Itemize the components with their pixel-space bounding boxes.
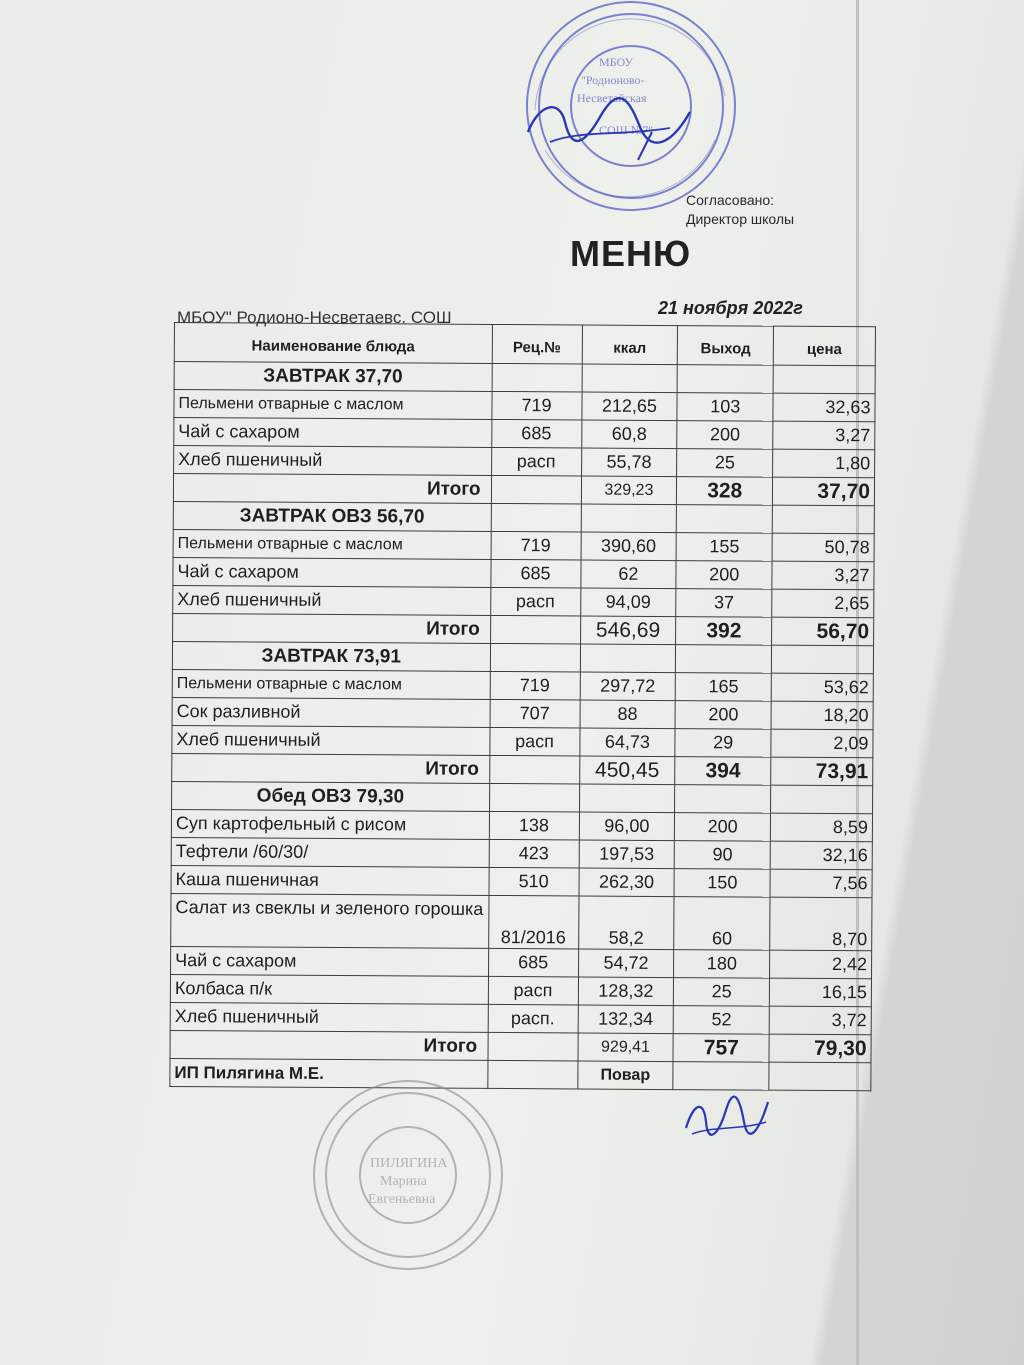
dish-yield: 200 [675,813,771,842]
dish-name: Чай с сахаром [171,946,489,976]
school-name: МБОУ" Родионо-Несветаевс. СОШ [177,308,452,327]
dish-yield: 90 [675,841,771,870]
empty-cell [675,785,771,814]
dish-yield: 25 [674,978,770,1007]
empty-cell [581,504,677,533]
dish-row [171,893,872,950]
dish-row [174,390,875,422]
dish-row [171,946,872,978]
empty-cell [676,645,772,674]
table-header-row [174,323,875,366]
empty-cell [771,785,873,814]
total-yield: 757 [673,1034,769,1063]
total-yield: 392 [676,617,772,646]
dish-row [174,446,875,478]
dish-name: Пельмени отварные с маслом [174,390,492,420]
dish-price: 3,27 [772,561,874,590]
approval-label: Согласовано: [686,192,775,208]
dish-kcal: 55,78 [581,448,677,477]
dish-row [172,669,873,701]
dish-yield: 60 [674,897,770,951]
dish-yield: 155 [676,533,772,562]
dish-row [172,725,873,757]
dish-price: 2,09 [771,729,873,758]
total-row [173,613,874,645]
dish-price: 8,59 [771,813,873,842]
empty-cell [488,1032,578,1061]
dish-name: Сок разливной [172,697,490,727]
dish-row [170,974,871,1006]
dish-recipe-number: расп [488,976,578,1005]
dish-kcal: 297,72 [580,672,676,701]
dish-yield: 103 [677,393,773,422]
cook-signature [682,1092,772,1142]
dish-name: Хлеб пшеничный [170,1002,488,1032]
dish-yield: 29 [675,729,771,758]
dish-price: 16,15 [770,978,872,1007]
dish-row [171,809,872,841]
menu-table [169,322,876,1091]
total-row [173,474,874,506]
supplier-name: ИП Пилягина М.Е. [170,1058,488,1088]
empty-cell [773,365,875,394]
dish-price: 32,63 [773,393,875,422]
dish-recipe-number: 719 [492,391,582,420]
dish-kcal: 54,72 [578,949,674,978]
dish-price: 8,70 [770,897,872,951]
total-price: 56,70 [772,617,874,646]
dish-name: Суп картофельный с рисом [171,809,489,839]
dish-row [173,557,874,589]
header-kcal: ккал [582,325,678,365]
cook-label: Повар [577,1061,673,1090]
dish-name: Хлеб пшеничный [174,446,492,476]
supplier-round-stamp [308,1075,508,1275]
empty-cell [582,364,678,393]
dish-name: Салат из свеклы и зеленого горошка [171,893,489,948]
empty-cell [580,644,676,673]
svg-text:МБОУ: МБОУ [599,55,633,69]
svg-text:СОШ №7": СОШ №7" [599,123,654,137]
dish-kcal: 197,53 [579,840,675,869]
section-row [174,362,875,394]
dish-name: Хлеб пшеничный [173,585,491,615]
total-price: 73,91 [771,757,873,786]
svg-text:Евгеньевна: Евгеньевна [368,1192,436,1207]
dish-recipe-number: расп [490,587,580,616]
dish-name: Чай с сахаром [174,418,492,448]
dish-row [170,1002,871,1034]
dish-recipe-number: расп [489,727,579,756]
dish-yield: 200 [676,561,772,590]
dish-name: Хлеб пшеничный [172,725,490,755]
total-row [170,1030,871,1062]
section-row [173,501,874,533]
total-row [172,753,873,785]
dish-kcal: 128,32 [578,977,674,1006]
dish-kcal: 88 [580,700,676,729]
empty-cell [769,1062,871,1091]
empty-cell [677,365,773,394]
dish-yield: 150 [674,869,770,898]
section-title: Обед ОВЗ 79,30 [172,781,490,811]
dish-recipe-number: 81/2016 [488,895,578,949]
dish-kcal: 96,00 [579,812,675,841]
header-name: Наименование блюда [174,323,492,364]
director-signature [520,92,700,162]
section-title: ЗАВТРАК 73,91 [172,641,490,671]
approval-role: Директор школы [686,211,795,227]
empty-cell [492,363,582,392]
dish-row [173,529,874,561]
total-price: 79,30 [769,1034,871,1063]
empty-cell [677,505,773,534]
dish-name: Каша пшеничная [171,865,489,895]
dish-kcal: 60,8 [581,420,677,449]
empty-cell [489,755,579,784]
dish-kcal: 62 [580,560,676,589]
empty-cell [491,503,581,532]
dish-yield: 165 [676,673,772,702]
svg-text:Несветайская: Несветайская [577,91,647,105]
total-kcal: 450,45 [579,756,675,785]
dish-name: Чай с сахаром [173,557,491,587]
dish-price: 2,42 [770,950,872,979]
dish-kcal: 58,2 [578,896,674,950]
dish-price: 18,20 [771,701,873,730]
dish-row [174,418,875,450]
total-kcal: 929,41 [577,1033,673,1062]
svg-text:Марина: Марина [380,1174,427,1189]
dish-name: Тефтели /60/30/ [171,837,489,867]
dish-kcal: 262,30 [579,868,675,897]
dish-kcal: 64,73 [579,728,675,757]
header-rec: Рец.№ [492,324,582,364]
dish-yield: 52 [674,1006,770,1035]
total-yield: 394 [675,757,771,786]
dish-recipe-number: 138 [489,811,579,840]
empty-cell [673,1062,769,1091]
svg-text:"Родионово-: "Родионово- [581,73,645,87]
dish-yield: 200 [675,701,771,730]
empty-cell [490,643,580,672]
footer-row [170,1058,871,1090]
section-title: ЗАВТРАК ОВЗ 56,70 [173,501,491,531]
dish-row [173,585,874,617]
page-title: МЕНЮ [570,233,692,274]
dish-recipe-number: 685 [490,559,580,588]
dish-yield: 200 [677,421,773,450]
menu-date: 21 ноября 2022г [658,298,803,318]
empty-cell [491,475,581,504]
dish-kcal: 390,60 [581,532,677,561]
total-yield: 328 [677,477,773,506]
header-price: цена [773,326,875,366]
dish-price: 3,27 [773,421,875,450]
dish-price: 50,78 [772,533,874,562]
dish-yield: 25 [677,449,773,478]
dish-name: Колбаса п/к [170,974,488,1004]
dish-name: Пельмени отварные с маслом [173,529,491,559]
dish-recipe-number: 423 [489,839,579,868]
section-row [172,781,873,813]
dish-recipe-number: 510 [489,867,579,896]
dish-recipe-number: 707 [490,699,580,728]
dish-recipe-number: расп. [488,1004,578,1033]
dish-price: 2,65 [772,589,874,618]
svg-text:ПИЛЯГИНА: ПИЛЯГИНА [370,1156,448,1171]
dish-price: 32,16 [770,841,872,870]
dish-recipe-number: расп [491,447,581,476]
total-label: Итого [172,753,490,783]
header-yield: Выход [678,326,774,366]
dish-kcal: 94,09 [580,588,676,617]
dish-name: Пельмени отварные с маслом [172,669,490,699]
total-label: Итого [173,613,491,643]
empty-cell [772,645,874,674]
dish-price: 1,80 [773,449,875,478]
dish-recipe-number: 719 [491,531,581,560]
dish-kcal: 132,34 [578,1005,674,1034]
approval-block [686,191,794,229]
dish-yield: 180 [674,950,770,979]
dish-price: 7,56 [770,869,872,898]
empty-cell [579,784,675,813]
dish-row [172,697,873,729]
dish-row [171,865,872,897]
empty-cell [489,783,579,812]
dish-price: 53,62 [771,673,873,702]
total-label: Итого [173,474,491,504]
dish-recipe-number: 685 [491,419,581,448]
dish-row [171,837,872,869]
total-price: 37,70 [773,477,875,506]
dish-price: 3,72 [769,1006,871,1035]
dish-recipe-number: 719 [490,671,580,700]
total-kcal: 329,23 [581,476,677,505]
empty-cell [490,615,580,644]
dish-yield: 37 [676,589,772,618]
section-row [172,641,873,673]
dish-kcal: 212,65 [581,392,677,421]
section-title: ЗАВТРАК 37,70 [174,362,492,392]
total-kcal: 546,69 [580,616,676,645]
dish-recipe-number: 685 [488,948,578,977]
empty-cell [772,505,874,534]
total-label: Итого [170,1030,488,1060]
